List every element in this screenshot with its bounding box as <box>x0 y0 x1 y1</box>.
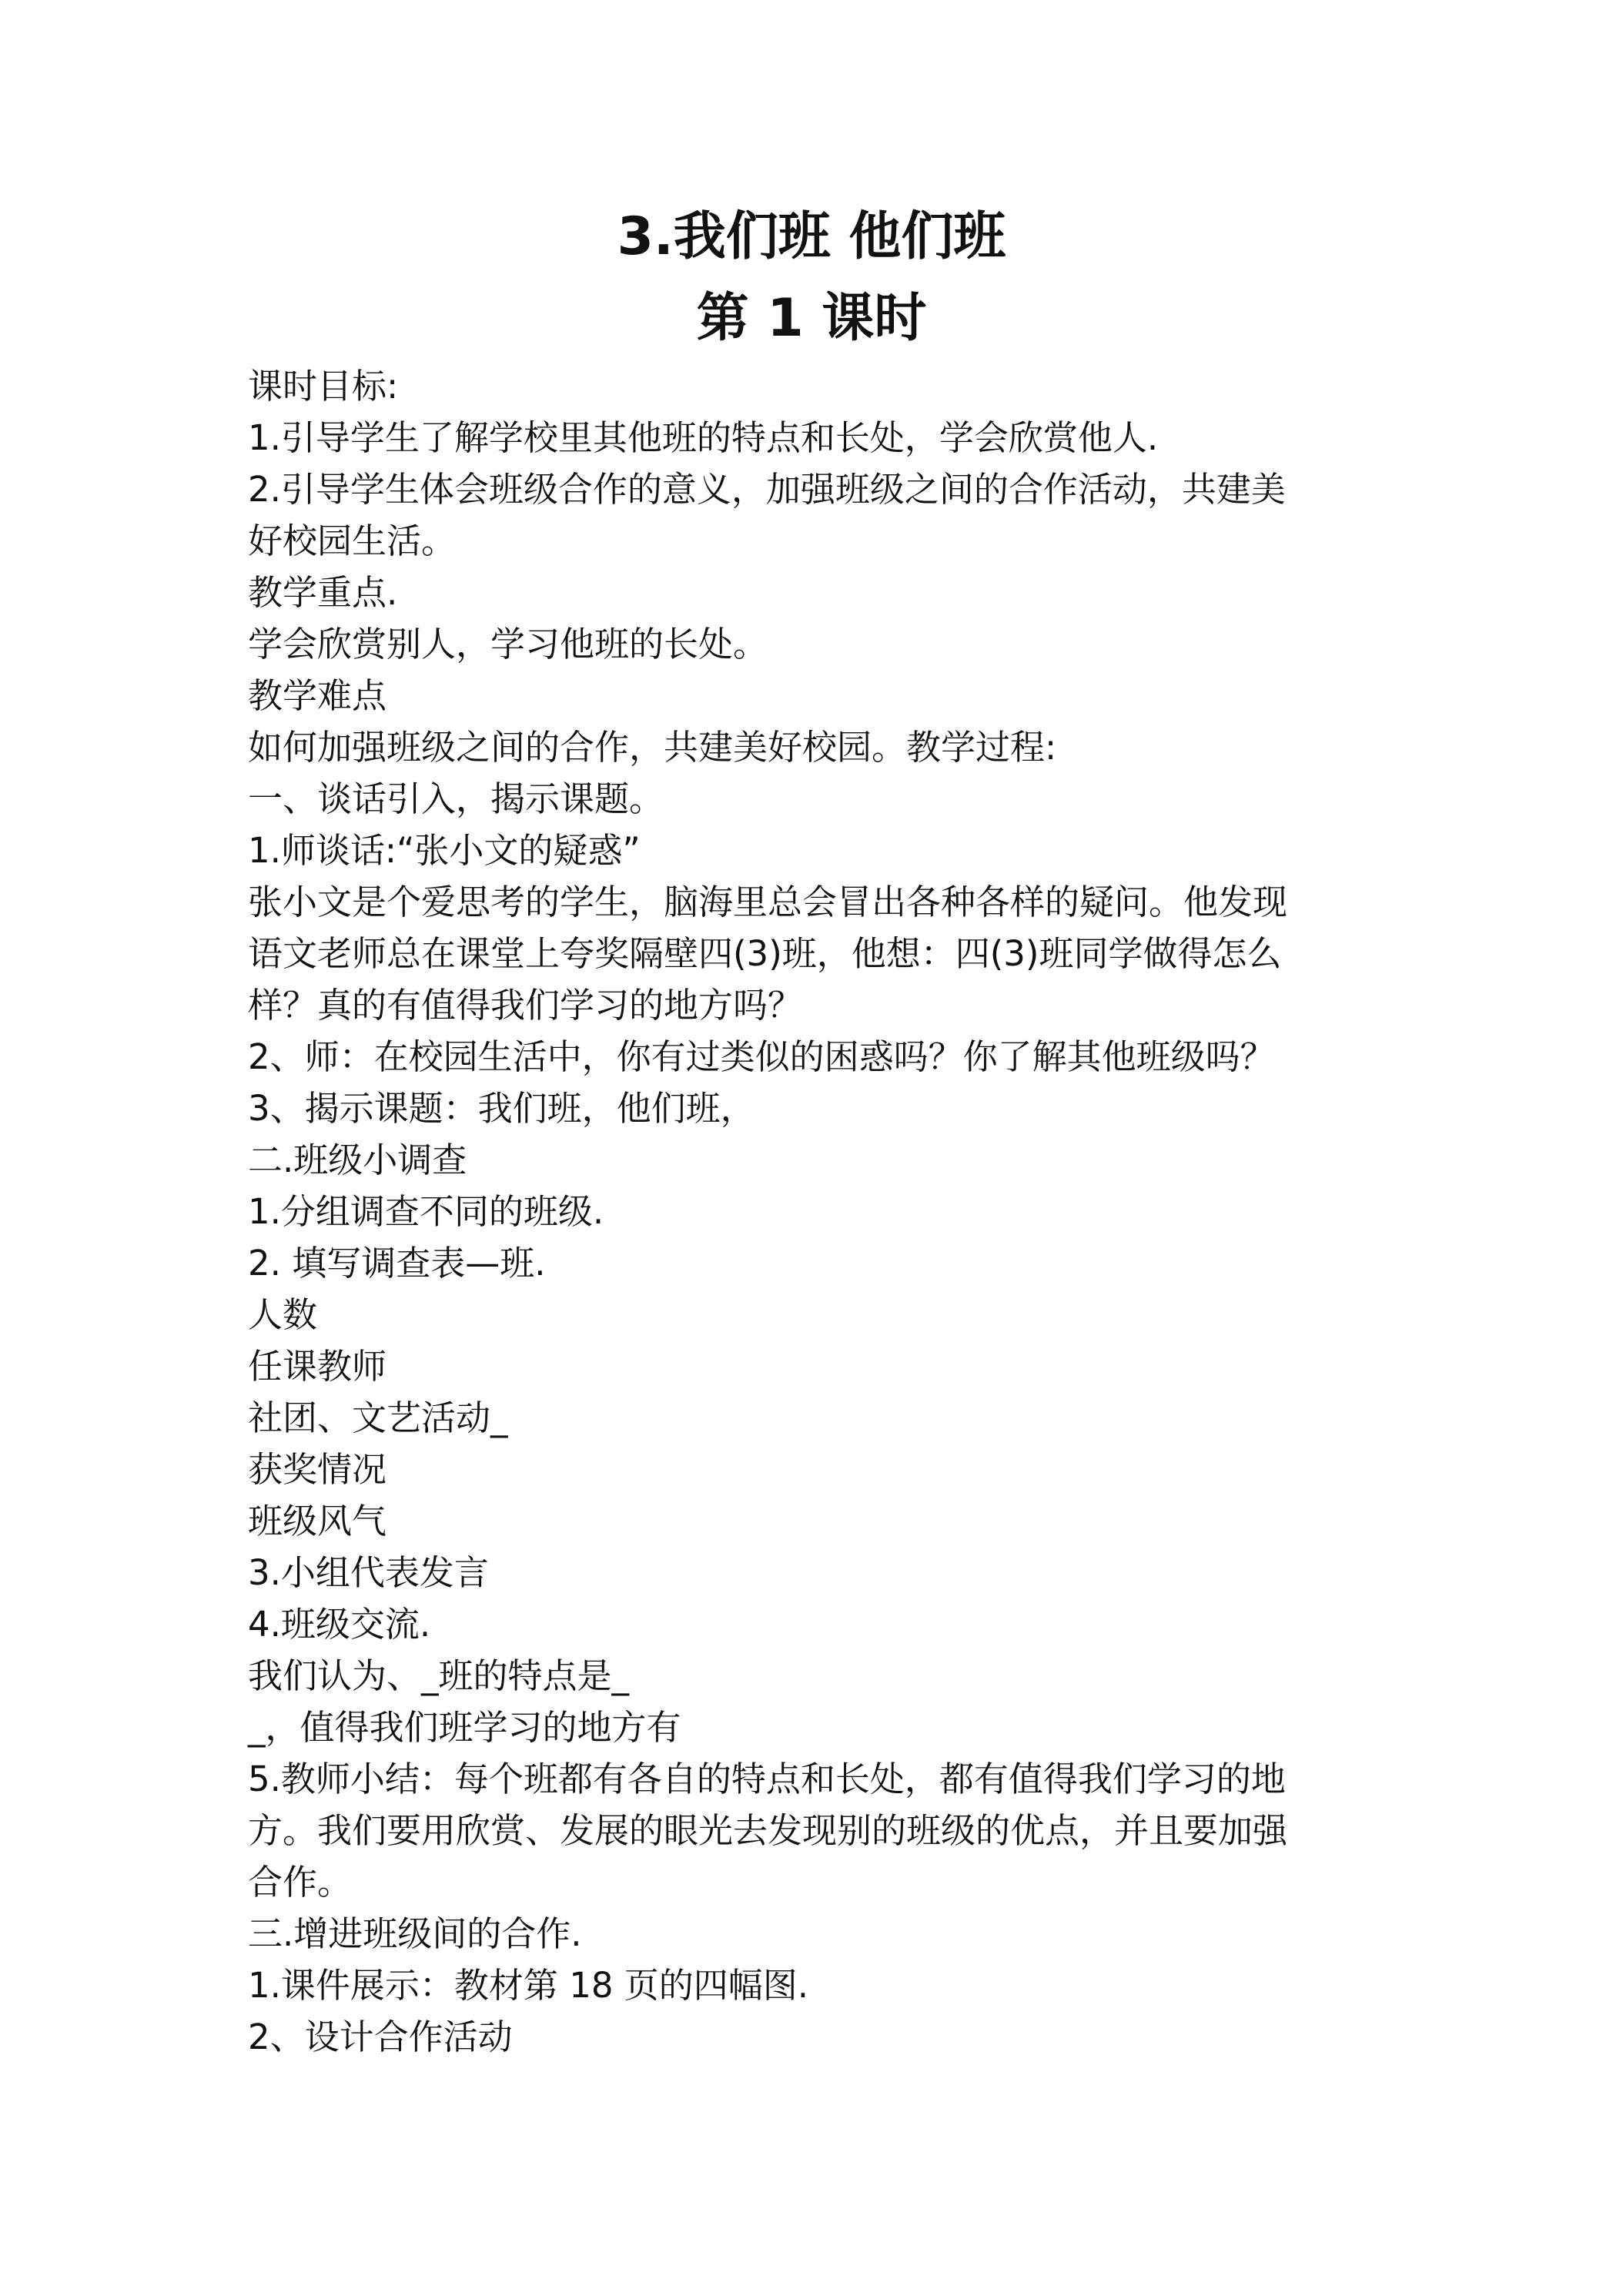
body-line: 4.班级交流. <box>248 1604 431 1645</box>
body-line: 任课教师 <box>248 1346 387 1387</box>
body-line: 教学重点. <box>248 572 398 613</box>
body-line: 合作。 <box>248 1862 353 1903</box>
body-line: 张小文是个爱思考的学生，脑海里总会冒出各种各样的疑问。他发现 <box>248 882 1288 922</box>
body-line: 语文老师总在课堂上夸奖隔壁四(3)班，他想：四(3)班同学做得怎么 <box>248 933 1282 974</box>
page-subtitle: 第 1 课时 <box>696 288 927 349</box>
body-line: 3.小组代表发言 <box>248 1552 489 1593</box>
body-line: 课时目标: <box>248 366 399 407</box>
body-line: 2、设计合作活动 <box>248 2017 513 2057</box>
body-line: 学会欣赏别人，学习他班的长处。 <box>248 624 768 664</box>
body-line: _，值得我们班学习的地方有 <box>248 1707 681 1748</box>
body-line: 2、师：在校园生活中，你有过类似的困惑吗？你了解其他班级吗？ <box>248 1036 1275 1077</box>
body-line: 方。我们要用欣赏、发展的眼光去发现别的班级的优点，并且要加强 <box>248 1810 1288 1851</box>
body-line: 社团、文艺活动_ <box>248 1397 508 1438</box>
body-line: 样？真的有值得我们学习的地方吗？ <box>248 985 803 1026</box>
body-line: 1.引导学生了解学校里其他班的特点和长处，学会欣赏他人. <box>248 417 1159 458</box>
body-line: 如何加强班级之间的合作，共建美好校园。教学过程: <box>248 727 1057 768</box>
body-line: 班级风气 <box>248 1501 387 1541</box>
body-line: 5.教师小结：每个班都有各自的特点和长处，都有值得我们学习的地 <box>248 1759 1286 1799</box>
body-line: 我们认为、_班的特点是_ <box>248 1655 630 1696</box>
body-line: 1.师谈话:“张小文的疑惑” <box>248 830 641 871</box>
document-body <box>248 360 1387 2063</box>
body-line: 1.分组调查不同的班级. <box>248 1191 604 1232</box>
page-title: 3.我们班 他们班 <box>617 206 1006 267</box>
body-line: 2.引导学生体会班级合作的意义，加强班级之间的合作活动，共建美 <box>248 469 1286 510</box>
body-line: 3、揭示课题：我们班，他们班， <box>248 1088 755 1129</box>
body-line: 获奖情况 <box>248 1449 387 1490</box>
body-line: 三.增进班级间的合作. <box>248 1913 582 1954</box>
body-line: 二.班级小调查 <box>248 1140 467 1180</box>
body-line: 教学难点 <box>248 675 387 716</box>
body-line: 一、谈话引入，揭示课题。 <box>248 778 664 819</box>
body-line: 人数 <box>248 1294 318 1335</box>
body-line: 2. 填写调查表—班. <box>248 1243 546 1284</box>
body-line: 好校园生活。 <box>248 520 457 561</box>
body-line: 1.课件展示：教材第 18 页的四幅图. <box>248 1965 809 2006</box>
